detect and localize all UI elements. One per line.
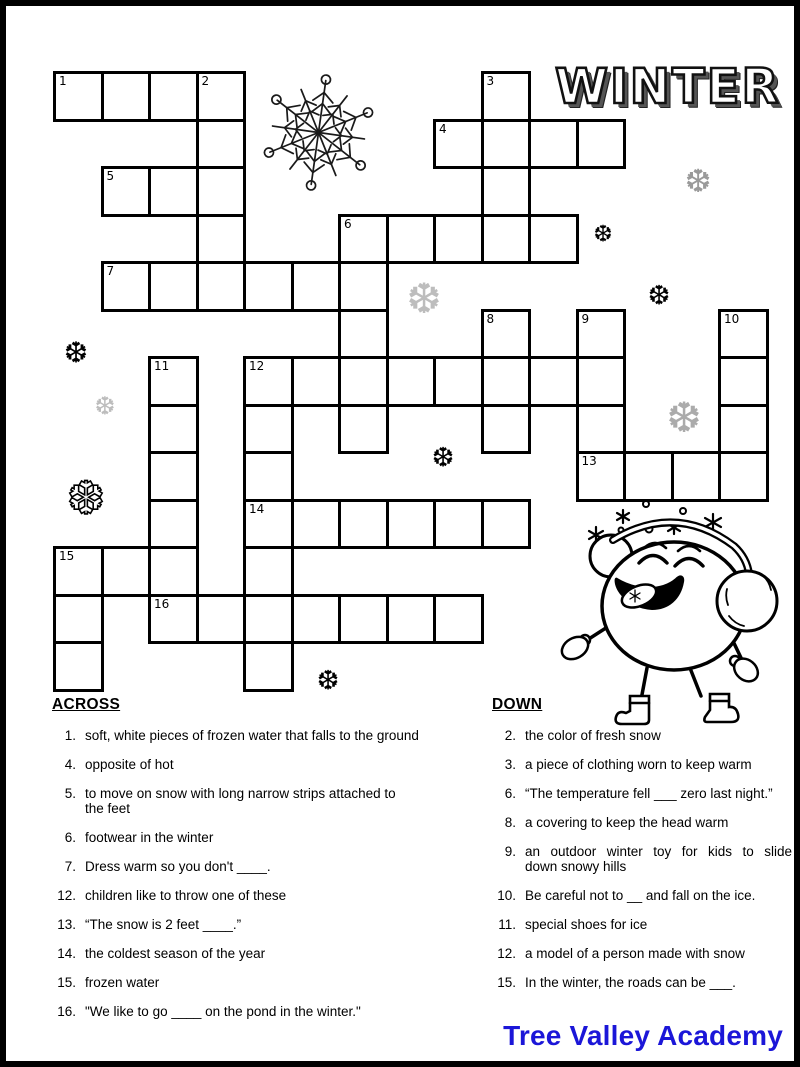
clue-number: 16. xyxy=(57,1004,76,1019)
snowflake-icon: ❆ xyxy=(647,280,671,312)
snowflake-icon: ❆ xyxy=(431,442,455,474)
clue-item xyxy=(52,728,464,743)
clue-number: 10. xyxy=(497,888,516,903)
grid-cell[interactable] xyxy=(148,166,199,217)
clue-text: frozen water xyxy=(85,975,160,990)
clue-number: 6. xyxy=(64,830,76,845)
clue-text: special shoes for ice xyxy=(525,917,648,932)
grid-cell[interactable] xyxy=(433,119,484,170)
grid-cell[interactable] xyxy=(576,309,627,360)
grid-cell[interactable] xyxy=(291,594,342,645)
grid-cell[interactable] xyxy=(481,166,532,217)
grid-cell[interactable] xyxy=(148,594,199,645)
snowflake-icon: ❆ xyxy=(94,391,116,421)
clue-item xyxy=(492,975,792,990)
grid-cell[interactable] xyxy=(101,166,152,217)
cell-number: 13 xyxy=(581,454,597,468)
grid-cell[interactable] xyxy=(481,119,532,170)
clue-number: 7. xyxy=(64,859,76,874)
grid-cell[interactable] xyxy=(433,356,484,407)
clue-item xyxy=(52,1004,464,1019)
grid-cell[interactable] xyxy=(53,546,104,597)
clue-text: to move on snow with long narrow strips attached to the feet xyxy=(85,786,396,816)
across-heading: ACROSS xyxy=(52,696,121,713)
clue-item xyxy=(52,917,464,932)
grid-cell[interactable] xyxy=(576,404,627,455)
grid-cell[interactable] xyxy=(433,499,484,550)
cell-number: 4 xyxy=(439,121,447,136)
clue-number: 2. xyxy=(504,728,516,743)
clue-text: “The snow is 2 feet ____.” xyxy=(85,917,242,932)
clue-number: 15. xyxy=(497,975,516,990)
grid-cell[interactable] xyxy=(576,356,627,407)
clue-text: a model of a person made with snow xyxy=(525,946,745,961)
grid-cell[interactable] xyxy=(196,261,247,312)
clue-text: "We like to go ____ on the pond in the winter." xyxy=(85,1004,361,1019)
grid-cell[interactable] xyxy=(291,356,342,407)
clue-number: 3. xyxy=(504,757,516,772)
grid-cell[interactable] xyxy=(528,119,579,170)
grid-cell[interactable] xyxy=(481,214,532,265)
clue-text: a covering to keep the head warm xyxy=(525,815,729,830)
grid-cell[interactable] xyxy=(243,499,294,550)
grid-cell[interactable] xyxy=(243,261,294,312)
clue-item xyxy=(52,946,464,961)
grid-cell[interactable] xyxy=(101,546,152,597)
grid-cell[interactable] xyxy=(481,309,532,360)
clue-number: 5. xyxy=(64,786,76,801)
grid-cell[interactable] xyxy=(718,404,769,455)
snowflake-icon: ❆ xyxy=(63,335,89,370)
grid-cell[interactable] xyxy=(338,499,389,550)
snowflake-icon: ❆ xyxy=(666,393,702,442)
snowflake-icon: ❆ xyxy=(316,665,340,697)
cell-number: 5 xyxy=(106,169,115,183)
clue-number: 12. xyxy=(497,946,516,961)
clue-number: 9. xyxy=(504,844,516,859)
grid-cell[interactable] xyxy=(481,499,532,550)
cell-number: 2 xyxy=(201,74,210,88)
clue-item xyxy=(492,815,792,830)
down-clue-list xyxy=(492,728,792,990)
grid-cell[interactable] xyxy=(243,546,294,597)
clue-number: 4. xyxy=(64,757,76,772)
grid-cell[interactable] xyxy=(291,499,342,550)
grid-cell[interactable] xyxy=(386,214,437,265)
grid-cell[interactable] xyxy=(338,404,389,455)
clue-item xyxy=(52,757,464,772)
clue-item xyxy=(492,844,792,874)
clue-text: In the winter, the roads can be ___. xyxy=(525,975,736,990)
grid-cell[interactable] xyxy=(148,451,199,502)
clue-item xyxy=(52,975,464,990)
clue-text: children like to throw one of these xyxy=(85,888,287,903)
grid-cell[interactable] xyxy=(101,261,152,312)
grid-cell[interactable] xyxy=(148,261,199,312)
clue-item xyxy=(492,888,792,903)
cell-number: 6 xyxy=(344,216,352,231)
grid-cell[interactable] xyxy=(338,214,389,265)
clue-item xyxy=(492,757,792,772)
snowflake-icon: ❆ xyxy=(684,162,712,200)
grid-cell[interactable] xyxy=(243,641,294,692)
clue-text: the color of fresh snow xyxy=(525,728,661,743)
grid-cell[interactable] xyxy=(101,71,152,122)
grid-cell[interactable] xyxy=(433,214,484,265)
clue-text: “The temperature fell ___ zero last night.” xyxy=(525,786,773,801)
large-snowflake-icon xyxy=(256,70,381,195)
clue-number: 8. xyxy=(504,815,516,830)
grid-cell[interactable] xyxy=(291,261,342,312)
clue-text: soft, white pieces of frozen water that falls to the ground xyxy=(85,728,419,743)
clue-item xyxy=(492,786,792,801)
grid-cell[interactable] xyxy=(53,594,104,645)
grid-cell[interactable] xyxy=(386,499,437,550)
clue-item xyxy=(492,917,792,932)
grid-cell[interactable] xyxy=(718,309,769,360)
clue-item xyxy=(492,946,792,961)
down-heading: DOWN xyxy=(492,696,543,713)
grid-cell[interactable] xyxy=(481,356,532,407)
cell-number: 16 xyxy=(154,596,170,611)
grid-cell[interactable] xyxy=(53,641,104,692)
cell-number: 7 xyxy=(106,264,115,278)
cell-number: 14 xyxy=(249,501,265,516)
snowflake-icon: ❆ xyxy=(593,221,613,248)
grid-cell[interactable] xyxy=(338,261,389,312)
across-clues-section xyxy=(52,696,464,1033)
clue-text: the coldest season of the year xyxy=(85,946,266,961)
clue-text: Dress warm so you don't ____. xyxy=(85,859,271,874)
grid-cell[interactable] xyxy=(718,356,769,407)
clue-number: 6. xyxy=(504,786,516,801)
cell-number: 10 xyxy=(724,311,740,326)
clue-number: 12. xyxy=(57,888,76,903)
clue-number: 13. xyxy=(57,917,76,932)
cell-number: 1 xyxy=(59,74,67,88)
clue-text: an outdoor winter toy for kids to slide down snowy hills xyxy=(525,844,792,874)
cell-number: 9 xyxy=(581,311,590,326)
across-clue-list xyxy=(52,728,464,1019)
snowflake-icon: ❆ xyxy=(406,274,442,323)
cell-number: 15 xyxy=(59,549,75,563)
puzzle-title: WINTER xyxy=(555,59,781,115)
cell-number: 8 xyxy=(486,311,495,326)
footer-brand: Tree Valley Academy xyxy=(503,1020,783,1051)
grid-cell[interactable] xyxy=(338,594,389,645)
clue-text: opposite of hot xyxy=(85,757,174,772)
clue-item xyxy=(52,859,464,874)
grid-cell[interactable] xyxy=(528,214,579,265)
grid-cell[interactable] xyxy=(528,356,579,407)
grid-cell[interactable] xyxy=(196,166,247,217)
clue-item xyxy=(52,888,464,903)
grid-cell[interactable] xyxy=(243,356,294,407)
cell-number: 11 xyxy=(154,359,170,373)
grid-cell[interactable] xyxy=(148,546,199,597)
clue-item xyxy=(492,728,792,743)
cell-number: 3 xyxy=(486,74,495,88)
grid-cell[interactable] xyxy=(481,404,532,455)
cell-number: 12 xyxy=(249,359,265,373)
clue-text: footwear in the winter xyxy=(85,830,214,845)
grid-cell[interactable] xyxy=(148,499,199,550)
grid-cell[interactable] xyxy=(148,71,199,122)
grid-cell[interactable] xyxy=(243,404,294,455)
grid-cell[interactable] xyxy=(196,119,247,170)
grid-cell[interactable] xyxy=(576,119,627,170)
snowflake-icon: ❆ xyxy=(66,471,106,525)
grid-cell[interactable] xyxy=(386,594,437,645)
grid-cell[interactable] xyxy=(243,451,294,502)
clue-number: 14. xyxy=(57,946,76,961)
grid-cell[interactable] xyxy=(148,404,199,455)
down-clues-section xyxy=(492,696,792,1004)
grid-cell[interactable] xyxy=(148,356,199,407)
grid-cell[interactable] xyxy=(196,214,247,265)
grid-cell[interactable] xyxy=(433,594,484,645)
grid-cell[interactable] xyxy=(196,594,247,645)
clue-text: Be careful not to __ and fall on the ice. xyxy=(525,888,756,903)
grid-cell[interactable] xyxy=(338,309,389,360)
clue-item xyxy=(52,830,464,845)
grid-cell[interactable] xyxy=(196,71,247,122)
grid-cell[interactable] xyxy=(338,356,389,407)
clue-number: 1. xyxy=(64,728,76,743)
clue-item xyxy=(52,786,464,816)
clue-number: 15. xyxy=(57,975,76,990)
clue-number: 11. xyxy=(498,917,516,932)
grid-cell[interactable] xyxy=(53,71,104,122)
clue-text: a piece of clothing worn to keep warm xyxy=(525,757,752,772)
grid-cell[interactable] xyxy=(243,594,294,645)
grid-cell[interactable] xyxy=(481,71,532,122)
grid-cell[interactable] xyxy=(386,356,437,407)
